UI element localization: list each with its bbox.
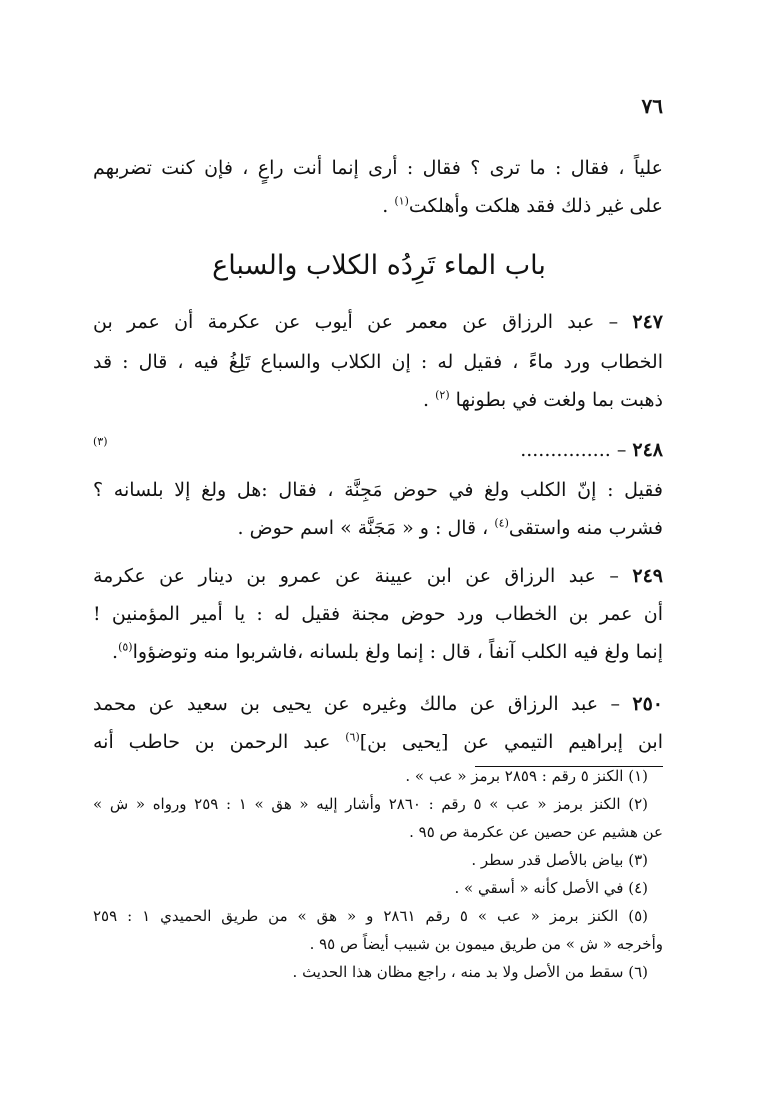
- hadith-249-number: ٢٤٩: [632, 565, 663, 587]
- hadith-250-line-1-text: – عبد الرزاق عن مالك وغيره عن يحيى بن سعيد عن محمد: [93, 693, 620, 715]
- intro-line-2-text: على غير ذلك فقد هلكت وأهلكت: [408, 195, 663, 217]
- hadith-248-first-line: [93, 430, 663, 470]
- hadith-250-number: ٢٥٠: [632, 693, 663, 715]
- chapter-title: باب الماء تَرِدُه الكلاب والسباع: [212, 250, 546, 281]
- footnote-2-continued: عن هشيم عن حصين عن عكرمة ص ٩٥ .: [409, 823, 663, 841]
- footnote-ref-2: (٢): [435, 388, 450, 402]
- footnote-ref-5: (٥): [118, 640, 133, 654]
- footnote-1: (١) الكنز ٥ رقم : ٢٨٥٩ برمز « عب » .: [405, 767, 648, 785]
- hadith-250-line-2: [93, 722, 663, 762]
- intro-line-2: [93, 186, 663, 226]
- footnote-5: (٥) الكنز برمز « عب » ٥ رقم ٢٨٦١ و « هق » من طريق الحميدي ١ : ٢٥٩: [93, 907, 648, 925]
- hadith-249-line-3: [93, 632, 663, 672]
- intro-line-1: علياً ، فقال : ما ترى ؟ فقال : أرى إنما أنت راعٍ ، فإن كنت تضربهم: [93, 157, 663, 179]
- hadith-247-line-3: [93, 380, 663, 420]
- hadith-248-line-2: فقيل : إنّ الكلب ولغ في حوض مَجِنَّة ، فقال :هل ولغ إلا بلسانه ؟: [93, 479, 663, 501]
- footnote-4: (٤) في الأصل كأنه « أسقي » .: [454, 879, 648, 897]
- footnote-ref-3: (٣): [93, 435, 108, 448]
- hadith-249-line-1-text: – عبد الرزاق عن ابن عيينة عن عمرو بن دينار عن عكرمة: [93, 565, 619, 587]
- hadith-248-dash: –: [616, 439, 627, 461]
- lacuna-dots: ...............: [520, 439, 611, 461]
- hadith-249-line-3-text: إنما ولغ فيه الكلب آنفاً ، قال : إنما ولغ بلسانه ،فاشربوا منه وتوضؤوا: [132, 641, 663, 663]
- hadith-247-line-1: [93, 302, 663, 342]
- hadith-249-line-3-end: .: [112, 641, 119, 663]
- hadith-250-line-2-end: عبد الرحمن بن حاطب أنه: [93, 731, 346, 753]
- hadith-247-line-3-text: ذهبت بما ولغت في بطونها: [455, 389, 663, 411]
- footnote-ref-6: (٦): [345, 730, 360, 744]
- footnote-ref-1: (١): [394, 194, 409, 208]
- page-number: ٧٦: [641, 94, 663, 118]
- intro-line-2-end: .: [382, 195, 395, 217]
- footnote-5-continued: وأخرجه « ش » من طريق ميمون بن شبيب أيضاً ص ٩٥ .: [309, 935, 663, 953]
- hadith-247-line-1-text: – عبد الرزاق عن معمر عن أيوب عن عكرمة أن عمر بن: [93, 311, 619, 333]
- footnote-3: (٣) بياض بالأصل قدر سطر .: [471, 851, 648, 869]
- hadith-250-line-1: [93, 684, 663, 724]
- hadith-247-line-3-end: .: [423, 389, 436, 411]
- hadith-248-line-3: [93, 508, 663, 548]
- hadith-249-line-2: أن عمر بن الخطاب ورد حوض مجنة فقيل له : يا أمير المؤمنين !: [93, 603, 663, 625]
- hadith-248-number: ٢٤٨: [632, 439, 663, 461]
- hadith-247-number: ٢٤٧: [632, 311, 663, 333]
- hadith-249-line-1: [93, 556, 663, 596]
- hadith-250-line-2-text: ابن إبراهيم التيمي عن [يحيى بن]: [359, 731, 663, 753]
- footnote-ref-4: (٤): [494, 516, 509, 530]
- footnote-6: (٦) سقط من الأصل ولا بد منه ، راجع مظان هذا الحديث .: [292, 963, 648, 981]
- hadith-248-line-3-end: ، قال : و « مَجَنَّة » اسم حوض .: [237, 517, 495, 539]
- hadith-248-line-3-text: فشرب منه واستقى: [508, 517, 663, 539]
- footnote-2: (٢) الكنز برمز « عب » ٥ رقم : ٢٨٦٠ وأشار إليه « هق » ١ : ٢٥٩ ورواه « ش »: [93, 795, 648, 813]
- hadith-247-line-2: الخطاب ورد ماءً ، فقيل له : إن الكلاب والسباع تَلِغُ فيه ، قال : قد: [93, 351, 663, 373]
